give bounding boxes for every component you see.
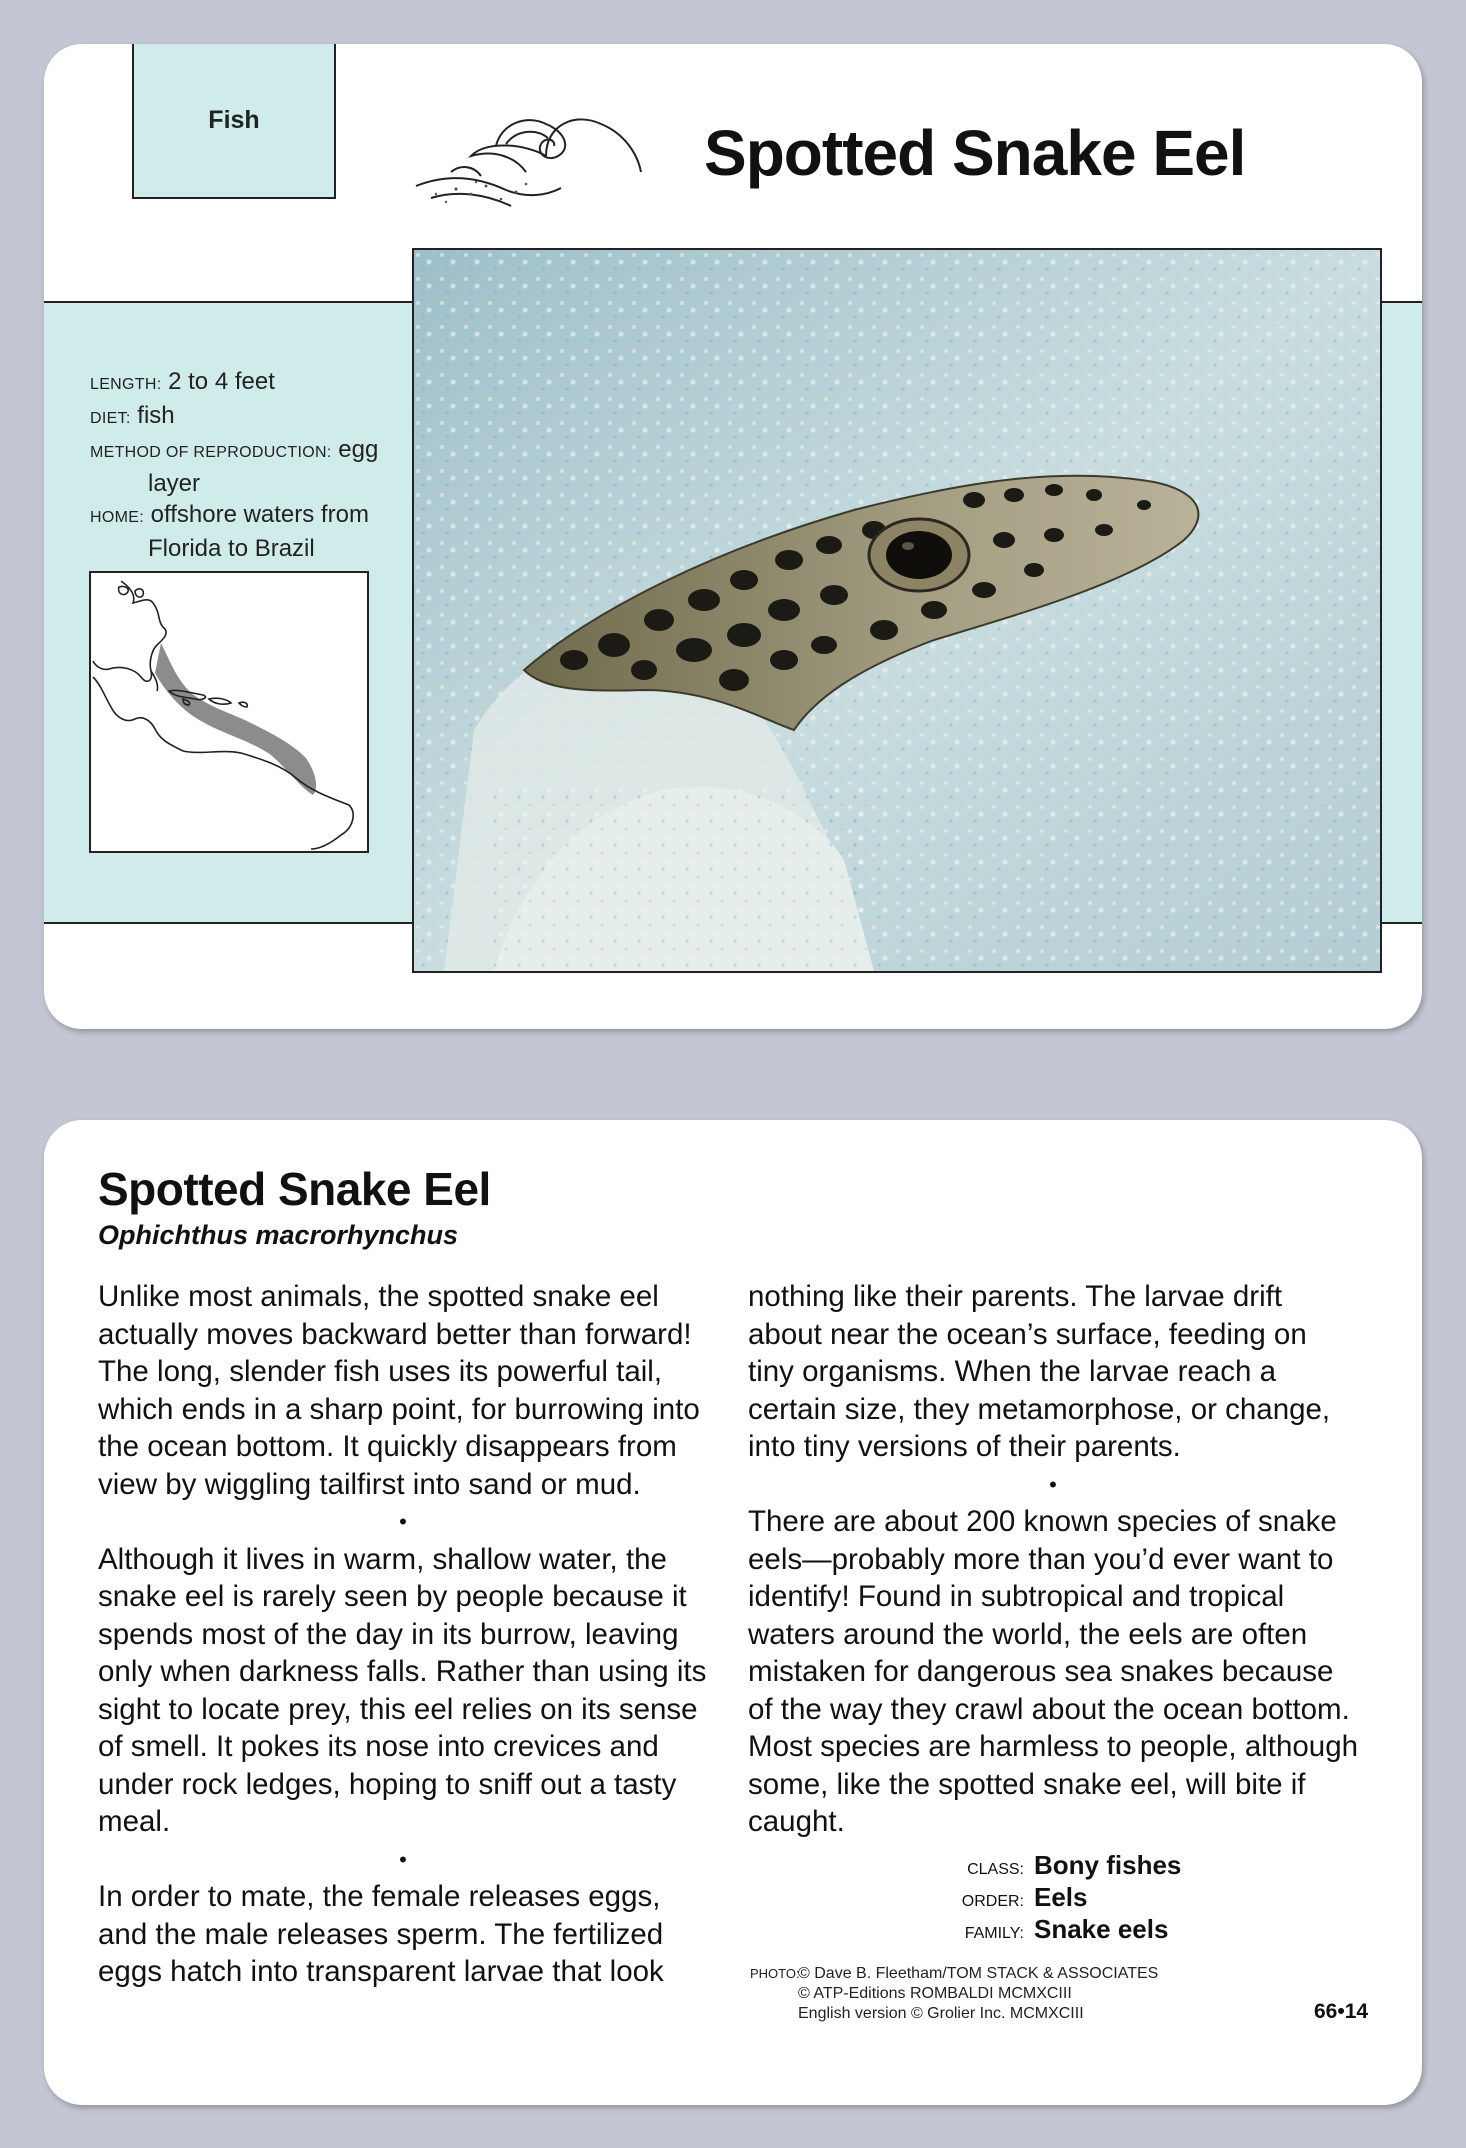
category-box <box>132 44 336 199</box>
eel-photo <box>412 248 1382 973</box>
classification-label: ORDER: <box>961 1893 1024 1910</box>
bullet-separator: • <box>1049 1471 1057 1497</box>
credit-line: © ATP-Editions ROMBALDI MCMXCIII <box>798 1985 1072 2002</box>
classification-family <box>954 1914 1168 1945</box>
fact-value: 2 to 4 feet <box>168 368 275 395</box>
classification-order <box>954 1882 1088 1913</box>
paragraph: There are about 200 known species of snake eels—probably more than you’d ever want to identify! Found in subtropical and tropical waters around the world, the eels are often mistaken for dangerous sea snakes because of the way they crawl about the ocean bottom. Most species are harmless to people, although some, like the spotted snake eel, will bite if caught. <box>748 1505 1359 1838</box>
fact-value-continued: Florida to Brazil <box>148 535 315 562</box>
classification-label: CLASS: <box>967 1861 1024 1878</box>
classification-value: Snake eels <box>1034 1914 1169 1944</box>
photo-credits <box>750 1964 1158 2024</box>
fact-label: METHOD OF REPRODUCTION: <box>90 444 332 461</box>
fact-value: egg <box>338 436 379 463</box>
wave-icon <box>376 94 646 214</box>
range-shading <box>155 643 316 795</box>
fact-diet <box>90 400 420 434</box>
classification-class <box>954 1850 1181 1881</box>
text-column-left <box>98 1278 708 1991</box>
scientific-name: Ophichthus macrorhynchus <box>98 1220 459 1250</box>
paragraph: In order to mate, the female releases eggs, and the male releases sperm. The fertilized eggs hatch into transparent larvae that look <box>98 1880 664 1988</box>
category-label: Fish <box>208 106 260 134</box>
classification-label: FAMILY: <box>964 1925 1024 1942</box>
classification-value: Eels <box>1034 1882 1088 1912</box>
card-number: 66•14 <box>1314 2000 1369 2023</box>
classification-value: Bony fishes <box>1034 1850 1182 1880</box>
credits-label: PHOTO: <box>750 1966 800 1981</box>
fact-value-continued: layer <box>148 470 201 497</box>
credit-line: © Dave B. Fleetham/TOM STACK & ASSOCIATES <box>798 1965 1159 1982</box>
fact-home <box>90 499 420 533</box>
text-column-right <box>748 1278 1358 1841</box>
fact-length <box>90 366 420 400</box>
card-title: Spotted Snake Eel <box>704 117 1246 189</box>
fact-value: offshore waters from <box>150 501 369 528</box>
bullet-separator: • <box>399 1509 407 1534</box>
fact-reproduction <box>90 434 420 468</box>
paragraph: nothing like their parents. The larvae drift about near the ocean’s surface, feeding on tiny organisms. When the larvae reach a certain size, they metamorphose, or change, into tiny versions of their parents. <box>748 1280 1331 1463</box>
paragraph: Unlike most animals, the spotted snake eel actually moves backward better than forward! The long, slender fish uses its powerful tail, which ends in a sharp point, for burrowing into the ocean bottom. It quickly disappears from view by wiggling tailfirst into sand or mud. <box>98 1280 700 1501</box>
fact-list <box>90 366 420 564</box>
fact-label: DIET: <box>90 410 131 427</box>
back-title: Spotted Snake Eel <box>98 1163 491 1215</box>
credit-line: English version © Grolier Inc. MCMXCIII <box>798 2005 1084 2022</box>
card-back <box>44 1120 1422 2105</box>
fact-label: HOME: <box>90 509 144 526</box>
fact-label: LENGTH: <box>90 376 162 393</box>
fact-value: fish <box>137 402 175 429</box>
paragraph: Although it lives in warm, shallow water, the snake eel is rarely seen by people because it spends most of the day in its burrow, leaving only when darkness falls. Rather than using its sight to locate prey, this eel relies on its sense of smell. It pokes its nose into crevices and under rock ledges, hoping to sniff out a tasty meal. <box>98 1542 707 1838</box>
bullet-separator: • <box>399 1846 407 1872</box>
range-map <box>89 571 369 853</box>
card-front <box>44 44 1422 1029</box>
